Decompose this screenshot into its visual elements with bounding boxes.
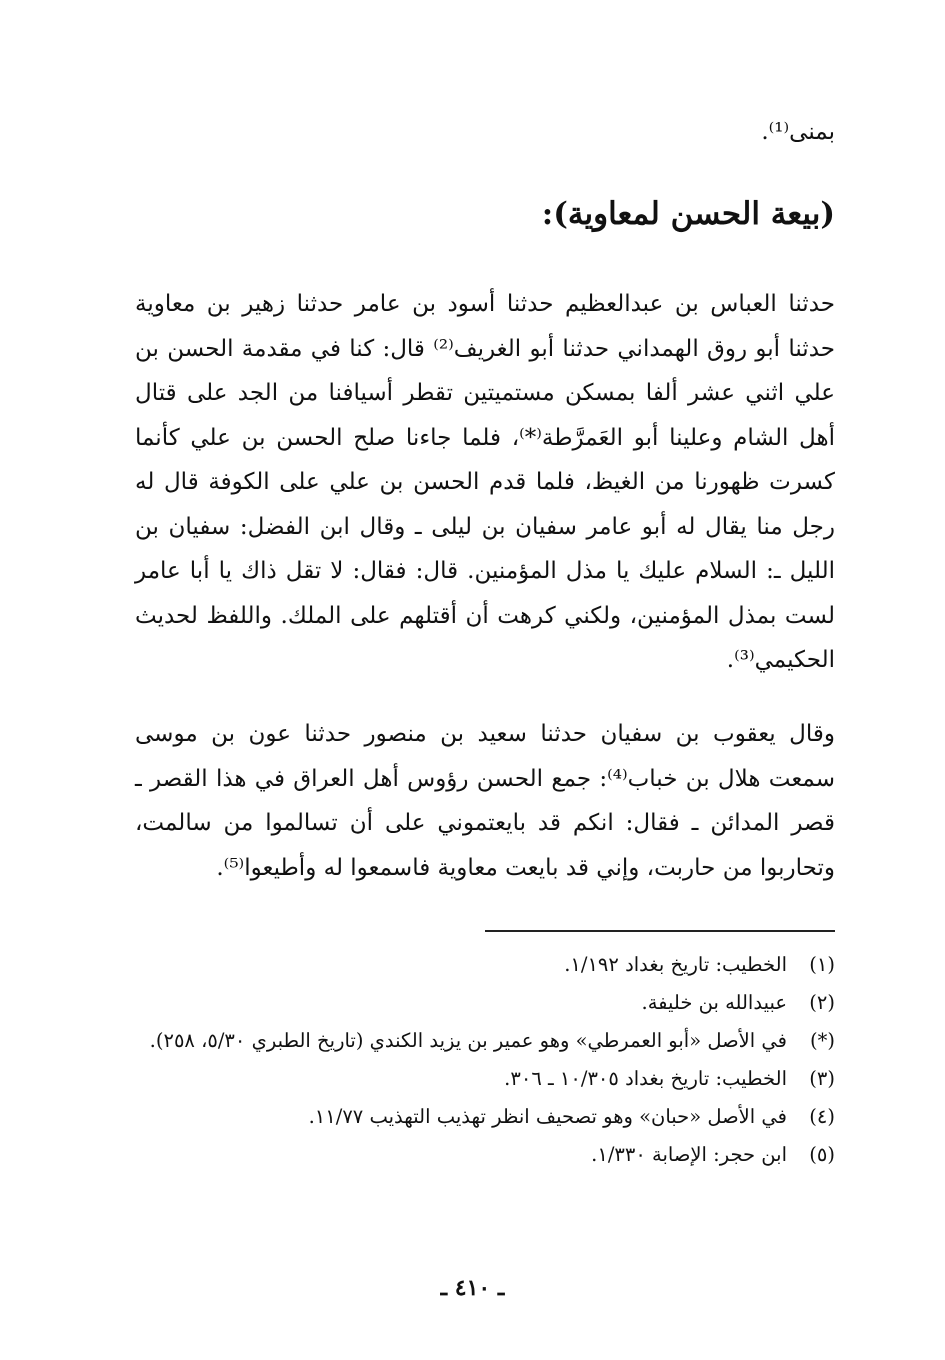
footnote-separator [485, 930, 835, 932]
footnote-text: الخطيب: تاريخ بغداد ١/١٩٢. [564, 953, 787, 976]
body-paragraph-1: حدثنا العباس بن عبدالعظيم حدثنا أسود بن عامر حدثنا زهير بن معاوية حدثنا أبو روق الهمداني حدثنا أبو الغريف⁽²⁾ قال: كنا في مقدمة الحسن بن علي اثني عشر ألفا بمسكن مستميتين تقطر أسيافنا من الجد على قتال أهل الشام وعلينا أبو العَمرَّطة⁽*⁾، فلما جاءنا صلح الحسن بن علي كأنما كسرت ظهورنا من الغيظ، فلما قدم الحسن بن علي على الكوفة قال له رجل منا يقال له أبو عامر سفيان بن ليلى ـ وقال ابن الفضل: سفيان بن الليل ـ: السلام عليك يا مذل المؤمنين. قال: فقال: لا تقل ذاك يا أبا عامر لست بمذل المؤمنين، ولكني كرهت أن أقتلهم على الملك. واللفظ لحديث الحكيمي⁽³⁾. [135, 291, 835, 673]
section-heading: (بيعة الحسن لمعاوية): [541, 196, 835, 232]
footnote-text: الخطيب: تاريخ بغداد ١٠/٣٠٥ ـ ٣٠٦. [504, 1067, 787, 1090]
footnote-text: في الأصل «أبو العمرطي» وهو عمير بن يزيد الكندي (تاريخ الطبري ٥/٣٠، ٢٥٨). [149, 1029, 787, 1052]
footnote-text: في الأصل «حبان» وهو تصحيف انظر تهذيب التهذيب ١١/٧٧. [308, 1105, 787, 1128]
footnote-text: ابن حجر: الإصابة ١/٣٣٠. [591, 1143, 787, 1166]
footnote-number: (٥) [809, 1143, 835, 1166]
footnote-item [135, 1138, 835, 1172]
footnote-number: (٤) [809, 1105, 835, 1128]
footnotes-list [135, 948, 835, 1176]
footnote-number: (*) [810, 1029, 835, 1052]
footnote-item [135, 948, 835, 982]
footnote-item [135, 1100, 835, 1134]
footnote-item [135, 986, 835, 1020]
footnote-item [135, 1024, 835, 1058]
continued-text-line: بمنى⁽¹⁾. [761, 119, 835, 145]
body-paragraph-2: وقال يعقوب بن سفيان حدثنا سعيد بن منصور حدثنا عون بن موسى سمعت هلال بن خباب⁽⁴⁾: جمع الحسن رؤوس أهل العراق في هذا القصر ـ قصر المدائن ـ فقال: انكم قد بايعتموني على أن تسالموا من سالمت، وتحاربوا من حاربت، وإني قد بايعت معاوية فاسمعوا له وأطيعوا⁽⁵⁾. [135, 721, 835, 881]
footnote-item [135, 1062, 835, 1096]
page-number: ـ ٤١٠ ـ [440, 1275, 505, 1301]
footnote-number: (٣) [809, 1067, 835, 1090]
footnote-number: (١) [809, 953, 835, 976]
footnote-text: عبيدالله بن خليفة. [641, 991, 787, 1014]
footnote-number: (٢) [809, 991, 835, 1014]
